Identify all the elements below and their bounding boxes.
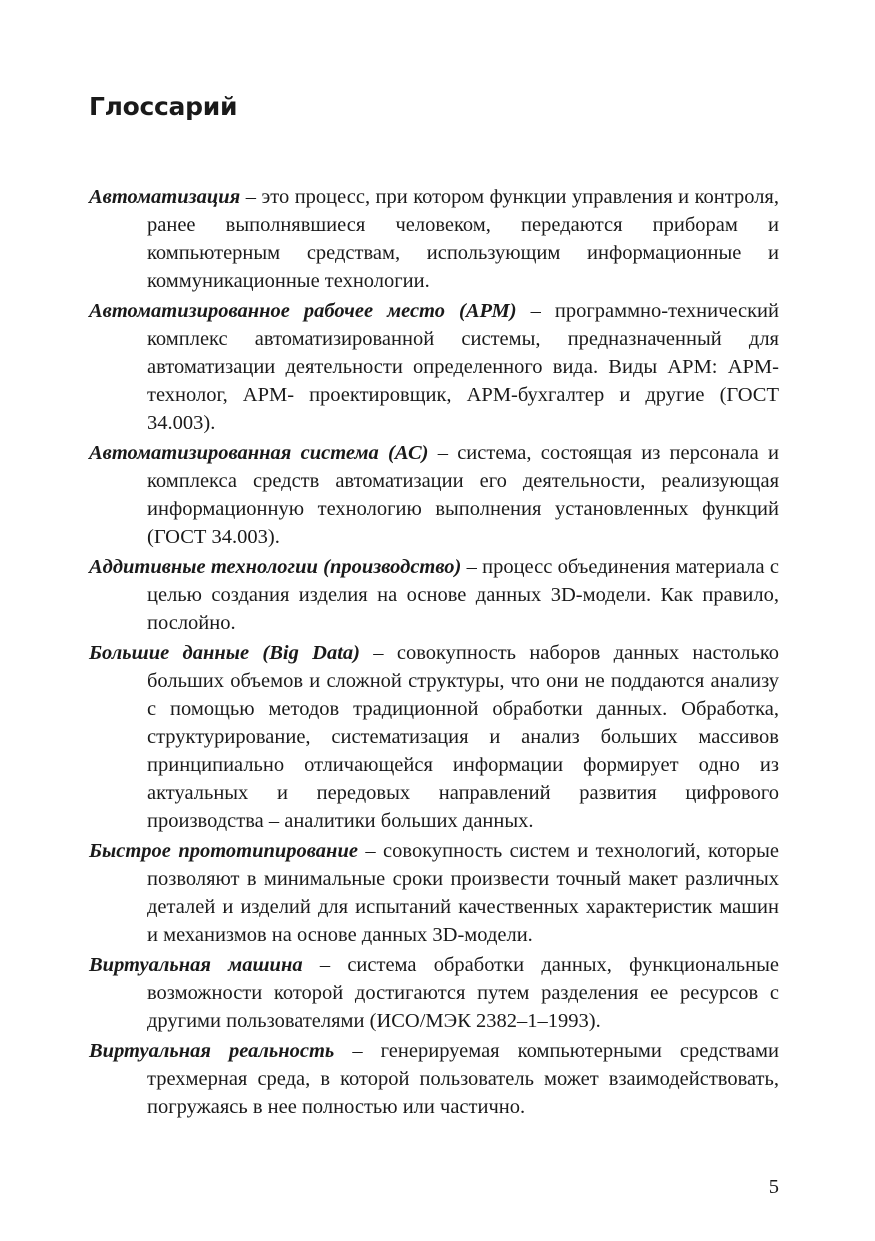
glossary-term: Автоматизированное рабочее место (АРМ) [89, 300, 517, 322]
glossary-definition: – процесс объединения материала с целью создания изделия на основе данных 3D-модели. Как правило, послойно. [147, 556, 779, 634]
glossary-definition: – совокупность наборов данных настолько больших объемов и сложной структуры, что они не поддаются анализу с помощью методов традиционной обработки данных. Обработка, структурирование, систематизация и анализ больших массивов принципиально отличающейся информации формирует одно из актуальных и передовых направлений развития цифрового производства – аналитики больших данных. [147, 642, 779, 832]
glossary-entry-rapid-prototyping [89, 837, 779, 949]
glossary-term: Автоматизация [89, 186, 241, 208]
glossary-term: Автоматизированная система (АС) [89, 442, 429, 464]
glossary-definition: – генерируемая компьютерными средствами трехмерная среда, в которой пользователь может взаимодействовать, погружаясь в нее полностью или частично. [147, 1040, 779, 1118]
glossary-term: Большие данные (Big Data) [89, 642, 360, 664]
glossary-definition: – система обработки данных, функциональные возможности которой достигаются путем разделения ее ресурсов с другими пользователями (ИСО/МЭК 2382–1–1993). [147, 954, 779, 1032]
glossary-term: Виртуальная машина [89, 954, 303, 976]
glossary-definition: – система, состоящая из персонала и комплекса средств автоматизации его деятельности, реализующая информационную технологию выполнения установленных функций (ГОСТ 34.003). [147, 442, 779, 548]
glossary-term: Быстрое прототипирование [89, 840, 358, 862]
glossary-entry-arm [89, 297, 779, 437]
page-number: 5 [768, 1176, 779, 1198]
glossary-term: Виртуальная реальность [89, 1040, 335, 1062]
glossary-entry-as [89, 439, 779, 551]
glossary-list [89, 183, 779, 1123]
glossary-entry-additive [89, 553, 779, 637]
glossary-entry-automation [89, 183, 779, 295]
glossary-entry-virtual-reality [89, 1037, 779, 1121]
glossary-entry-virtual-machine [89, 951, 779, 1035]
glossary-definition: – это процесс, при котором функции управления и контроля, ранее выполнявшиеся человеком, передаются приборам и компьютерным средствам, использующим информационные и коммуникационные технологии. [147, 186, 779, 292]
glossary-definition: – программно-технический комплекс автоматизированной системы, предназначенный для автоматизации деятельности определенного вида. Виды АРМ: АРМ-технолог, АРМ- проектировщик, АРМ-бухгалтер и другие (ГОСТ 34.003). [147, 300, 779, 434]
glossary-entry-big-data [89, 639, 779, 835]
page-title: Глоссарий [89, 92, 238, 121]
glossary-term: Аддитивные технологии (производство) [89, 556, 462, 578]
glossary-definition: – совокупность систем и технологий, которые позволяют в минимальные сроки произвести точный макет различных деталей и изделий для испытаний качественных характеристик машин и механизмов на основе данных 3D-модели. [147, 840, 779, 946]
